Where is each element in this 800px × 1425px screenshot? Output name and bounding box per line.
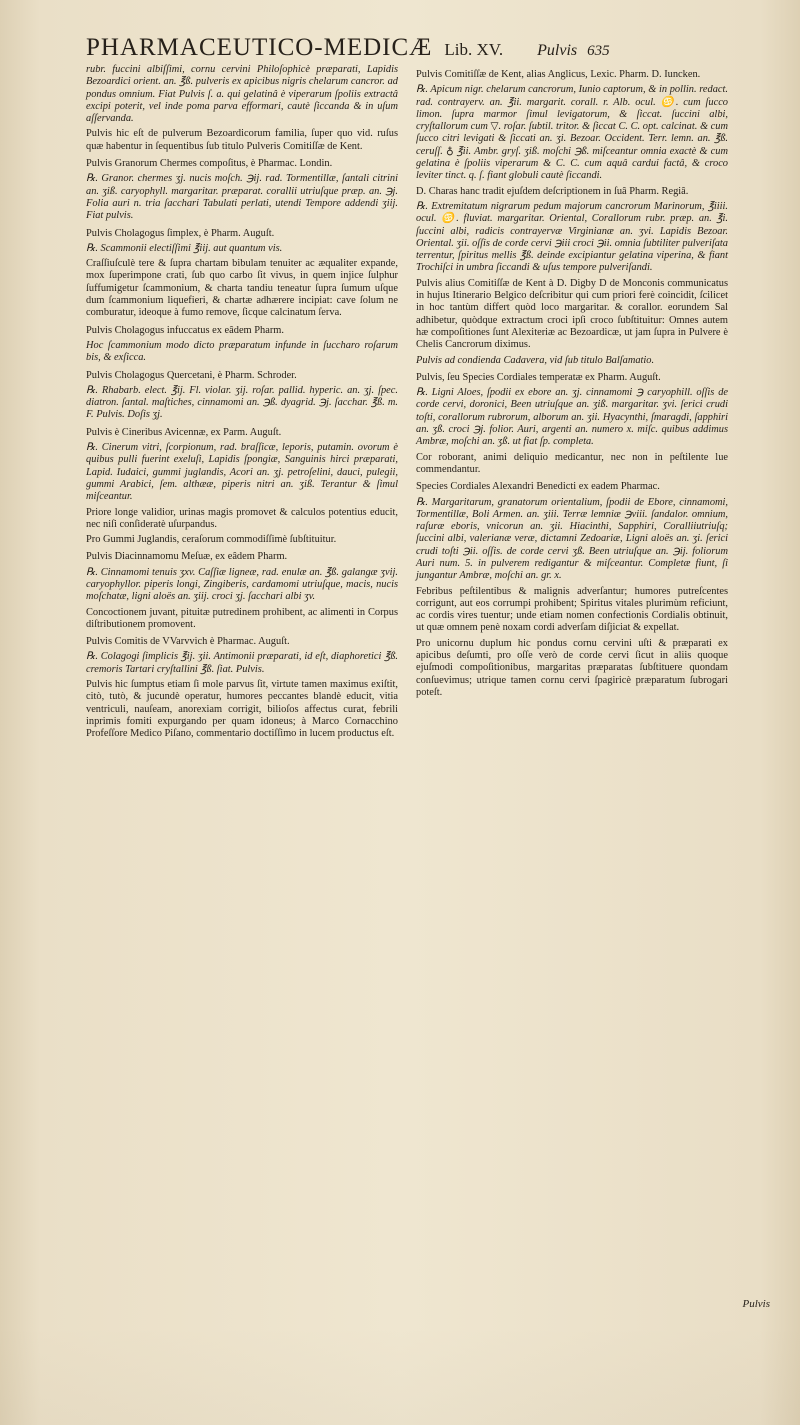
section-heading: Pulvis Comitiſſæ de Kent, alias Anglicus, Lexic. Pharm. D. Iuncken. (416, 69, 701, 80)
recipe-paragraph: ℞. Scammonii electiſſimi ℥iij. aut quantum vis. (86, 242, 283, 254)
page-number: 635 (587, 43, 610, 59)
section-heading: Pulvis Granorum Chermes compoſitus, è Pharmac. Londin. (86, 158, 333, 170)
body-paragraph: Febribus peſtilentibus & malignis adverſantur; humores putreſcentes corrigunt, aut eos corrumpi prohibent; Spiritus vitales plurimùm reficiunt, ac cordis vires tuentur; unde etiam nomen confectionis Cordialis obtinuit, ut quæ omnem penè noxam cordi adverſam diſjiciat & expellat. (416, 585, 728, 634)
recipe-paragraph: ℞. Cinnamomi tenuis ʒxv. Caſſiæ ligneæ, rad. enulæ an. ℥ß. galangæ ʒvij. caryophyllor. piperis longi, Zingiberis, cardamomi utriuſque, macis, nucis moſchatæ, ligni aloës an. ʒiij. croci ʒj. ſacchari albi ʒv. (86, 566, 398, 603)
section-heading: Pulvis Cholagogus ſimplex, è Pharm. Auguſt. (86, 227, 275, 239)
body-paragraph: Concoctionem juvant, pituitæ putredinem prohibent, ac alimenti in Corpus diſtributionem promovent. (86, 606, 398, 630)
recipe-paragraph: rubr. fuccini albiſſimi, cornu cervini Philoſophicè præparati, Lapidis Bezoardici orient. an. ℥ß. pulveris ex apicibus nigris chelarum cancror. ad pondus omnium. Fiat Pulvis ſ. a. qui gelatinâ è viperarum ſpoliis extractâ excipi poterit, vel inde poma parva efformari, cautè ſiccanda & in uſum aſſervanda. (86, 64, 398, 125)
cross-reference: Pulvis ad condienda Cadavera, vid ſub titulo Balſamatio. (416, 354, 655, 366)
body-paragraph: Priore longe validior, urinas magis promovet & calculos potentius educit, nec niſi conſideratè uſurpandus. (86, 506, 398, 530)
body-paragraph: Pro unicornu duplum hic pondus cornu cervini uſti & præparati ex apicibus deſumti, pro oſſe verò de corde cervi ſicut in aliis quoque ejuſmodi compoſitionibus, margaritas præparatas ſubſtituere quondam conſuevimus; utrique tamen cornu cervi ſpagiricè præparatum ſubrogari poteſt. (416, 637, 728, 698)
left-column (86, 64, 398, 744)
section-heading: Species Cordiales Alexandri Benedicti ex eadem Pharmac. (416, 481, 660, 493)
body-paragraph: Pro Gummi Juglandis, ceraſorum commodiſſimè ſubſtituitur. (86, 534, 337, 546)
body-paragraph: Pulvis hic ſumptus etiam ſi mole parvus ſit, virtute tamen maximus exiſtit, citò, tutò, & jucundè operatur, humores peccantes blandè educit, vitia ventriculi, nauſeam, anorexiam corrigit, bilioſos affectus curat, febrili inprimis fomiti expurgando per quam idoneus; à Marco Cornacchino Profeſſore Medico Piſano, commentario doctiſſimo in lucem productus eſt. (86, 679, 398, 740)
body-paragraph: D. Charas hanc tradit ejuſdem deſcriptionem in ſuâ Pharm. Regiâ. (416, 185, 689, 197)
header-word: Pulvis (537, 42, 578, 59)
recipe-paragraph: ℞. Apicum nigr. chelarum cancrorum, Iunio captorum, & in pollin. redact. rad. contrayerv. an. ℥ii. margarit. corall. r. Alb. ocul. ♋. cum ſucco limon. ſupra marmor ſimul levigatorum, & ſiccat. ſuccini albi, cryſtallorum cum ▽. roſar. ſubtil. tritor. & ſiccat C. C. opt. calcinat. & cum ſucco citri levigati & ſiccati an. ʒi. Bezoar. Occident. Terr. lemn. an. ℥ß. ceruſſ. ♁ ℥ii. Ambr. gryſ. ʒiß. moſchi ℈ß. miſceantur omnia exactè & cum gelatina è ſpoliis viperarum & C. C. cum aquâ cardui factâ, & croco leviter tinct. q. ſ. fiant globuli cautè ſiccandi. (416, 84, 728, 182)
recipe-paragraph: ℞. Extremitatum nigrarum pedum majorum cancrorum Marinorum, ℥iiii. ocul. ♋. fluviat. margaritar. Oriental, Corallorum rubr. præp. an. ℥i. ſuccini albi, radicis contrayervæ Virginianæ an. ʒvi. Lapidis Bezoar. Oriental. ʒii. oſſis de corde cervi ℈iii croci ℈ii. omnia ſubtiliter pulveriſata terrentur, ſpiritus mellis ℥ß. deinde excipiantur gelatina viperina, & fiant Trochiſci in umbra ſiccandi & uſus tempore pulveriſandi. (416, 200, 728, 274)
section-heading: Pulvis Comitis de VVarvvich è Pharmac. Auguſt. (86, 636, 290, 648)
section-heading: Pulvis, ſeu Species Cordiales temperatæ ex Pharm. Auguſt. (416, 371, 661, 383)
text-columns (86, 64, 782, 744)
body-paragraph: Pulvis hic eſt de pulverum Bezoardicorum familia, ſuper quo vid. ruſus quæ habentur in ſequentibus ſub titulo Pulveris Comitiſſæ de Kent. (86, 128, 398, 152)
recipe-paragraph: Hoc ſcammonium modo dicto præparatum infunde in ſuccharo roſarum bis, & exſicca. (86, 339, 398, 364)
book-number: Lib. XV. (444, 40, 504, 59)
body-paragraph: Craſſiuſculè tere & ſupra chartam bibulam tenuiter ac æqualiter expande, mox ſuperimpone crati, ſub quo carbo ſit vivus, in quem injice ſulphur ſuffumigetur ſcammonium, & charta tandiu teneatur ſupra ſumum uſque dum ſcammonium liquefieri, & chartæ adhærere incipiat: cave ſolum ne comburatur, ideoque à fumo remove, ſicque calcinatum ſerva. (86, 258, 398, 319)
running-header (86, 34, 782, 64)
right-column (416, 64, 728, 744)
body-paragraph: Pulvis alius Comitiſſæ de Kent à D. Digby D de Monconis communicatus in hujus Itinerario Belgico deſcribitur qui cum priori ferè coincidit, ſcilicet in hoc tantùm differt quòd loco margaritar. & corallor. eorundem Sal adhibetur, quòdque extractum croci ipſi croco ſubſtituitur: Omnes autem hæ compoſitiones ſunt Alexiteriæ ac Bezoardicæ, ut jam ſupra in Pulvere è Chelis Cancrorum diximus. (416, 277, 728, 351)
section-heading: Pulvis è Cineribus Avicennæ, ex Parm. Auguſt. (86, 426, 282, 438)
recipe-paragraph: ℞. Margaritarum, granatorum orientalium, ſpodii de Ebore, cinnamomi, Tormentillæ, Boli Armen. an. ʒiii. Terræ lemniæ ℈viii. ſandalor. omnium, raſuræ eboris, vnicorun an. ʒii. Hiacinthi, Sapphiri, Coralliiutriuſq; ſuccini albi, valerianæ veræ, dictamni Zedoariæ, Ligni aloës an. ʒi. ſerici crudi toſti ℈ii. oſſis. de corde cervi ʒß. Been utriuſque an. ℈ij. foliorum Auri num. 5. in pulverem redigantur & miſceantur. Completæ fiunt, ſi jungantur Ambræ, moſchi an. gr. x. (416, 496, 728, 582)
section-heading: Pulvis Cholagogus Quercetani, è Pharm. Schroder. (86, 369, 297, 381)
catchword: Pulvis (742, 1298, 770, 1310)
bottom-margin (0, 1325, 800, 1425)
recipe-paragraph: ℞. Granor. chermes ʒj. nucis moſch. ℈ij. rad. Tormentillæ, ſantali citrini an. ʒiß. caryophyll. margaritar. præparat. corallii utriuſque præp. an. ℈j. Folia auri n. tria ſacchari Tabulati perlati, utendi Tempore addendi ʒiij. Fiat pulvis. (86, 173, 398, 222)
running-title: PHARMACEUTICO-MEDICÆ (86, 34, 433, 61)
recipe-paragraph: ℞. Colagogi ſimplicis ℥ij. ʒii. Antimonii præparati, id eſt, diaphoretici ℥ß. cremoris Tartari cryſtallini ℥ß. ſiat. Pulvis. (86, 651, 398, 675)
recipe-paragraph: ℞. Ligni Aloes, ſpodii ex ebore an. ʒj. cinnamomi ℈ caryophill. oſſis de corde cervi, doronici, Been utriuſque an. ʒiß. margaritar. ʒvi. ſerici crudi toſti, corallorum rubrorum, alborum an. ʒii. Hyacynthi, ſmaragdi, ſapphiri an. ʒß. croci ℈j. folior. Auri, argenti an. numero x. miſc. quibus addimus Ambræ, moſchi an. ʒß. ut fiat ſp. completa. (416, 387, 728, 448)
section-heading: Pulvis Diacinnamomu Meſuæ, ex eâdem Pharm. (86, 551, 288, 563)
recipe-paragraph: ℞. Rhabarb. elect. ℥ij. Fl. violar. ʒij. roſar. pallid. hyperic. an. ʒj. ſpec. diatron. ſantal. maſtiches, cinnamomi an. ℈ß. dyagrid. ℈j. ſacchar. ℥ß. m. F. Pulvis. Doſis ʒj. (86, 384, 398, 421)
recipe-paragraph: ℞. Cinerum vitri, ſcorpionum, rad. braſſicæ, leporis, putamin. ovorum è quibus pulli fuerint exeluſi, Lapidis ſpongiæ, Sanguinis hirci præparati, Lapid. Iudaici, gummi juglandis, Acori an. ʒj. petroſelini, dauci, pulegii, gummi Arabici, ſem. althææ, piperis nitri an. ʒiß. Terantur & ſimul miſceantur. (86, 442, 398, 503)
body-paragraph: Cor roborant, animi deliquio medicantur, nec non in peſtilente lue commendantur. (416, 451, 728, 475)
section-heading: Pulvis Cholagogus infuccatus ex eâdem Pharm. (86, 324, 284, 336)
